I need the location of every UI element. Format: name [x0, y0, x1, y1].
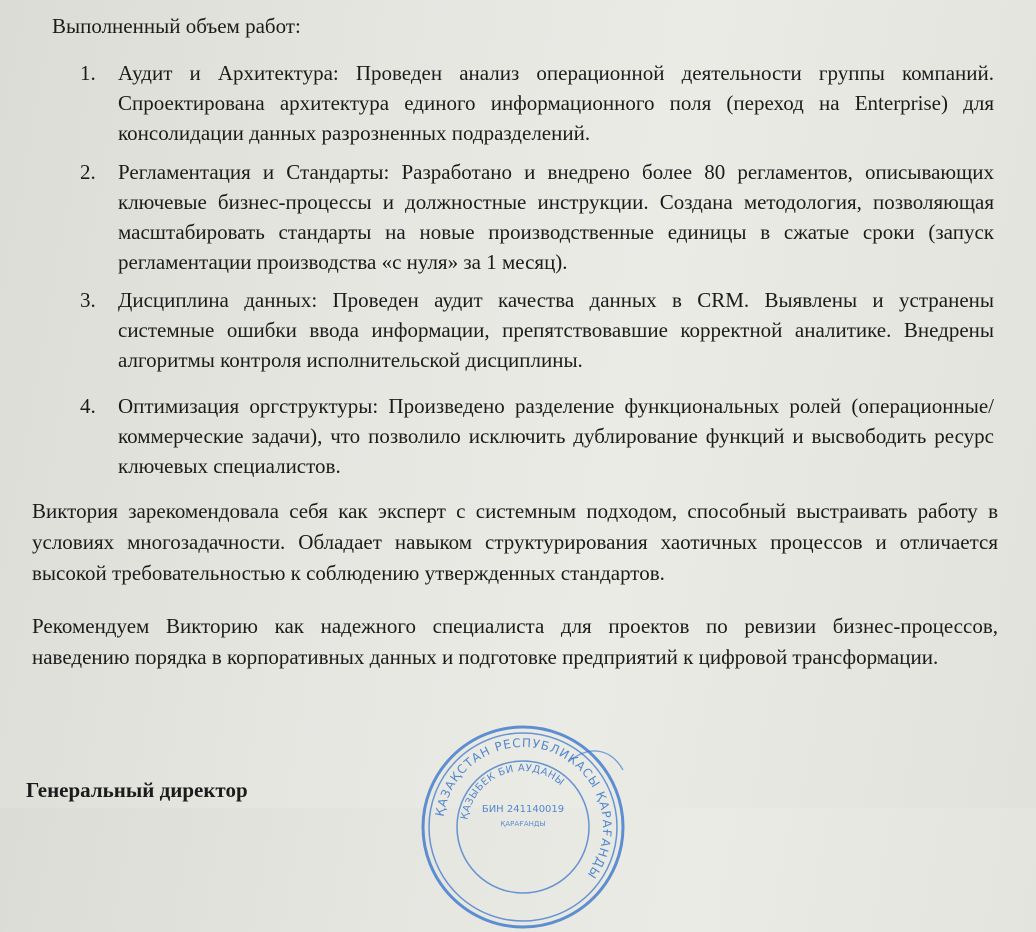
signature-title: Генеральный директор — [26, 778, 248, 802]
list-item-regulations — [80, 157, 994, 277]
stamp-ring-text: ҚАЗАҚСТАН РЕСПУБЛИКАСЫ ҚАРАҒАНДЫ — [432, 735, 615, 882]
summary-paragraph: Виктория зарекомендовала себя как эксперт с системным подходом, способный выстраивать работу в условиях многозадачности. Обладает навыком структурирования хаотичных процессов и отличается высокой требовательностью к соблюдению утвержденных стандартов. — [32, 499, 998, 585]
list-item-text: Аудит и Архитектура: Проведен анализ операционной деятельности группы компаний. Спроектирована архитектура единого информационного поля (переход на Enterprise) для консолидации данных разрозненных подразделений. — [118, 61, 994, 145]
stamp-bin-text: БИН 241140019 — [481, 804, 565, 815]
list-item-text: Дисциплина данных: Проведен аудит качества данных в CRM. Выявлены и устранены системные ошибки ввода информации, препятствовавшие корректной аналитике. Внедрены алгоритмы контроля исполнительской дисциплины. — [118, 288, 994, 372]
recommendation-paragraph: Рекомендуем Викторию как надежного специалиста для проектов по ревизии бизнес-процессов, наведению порядка в корпоративных данных и подготовке предприятий к цифровой трансформации. — [32, 614, 998, 669]
list-item-number: 4. — [80, 394, 96, 418]
list-item-text: Регламентация и Стандарты: Разработано и внедрено более 80 регламентов, описывающих ключевые бизнес-процессы и должностные инструкции. Создана методология, позволяющая масштабировать стандарты на новые производственные единицы в сжатые сроки (запуск регламентации производства «с нуля» за 1 месяц). — [118, 160, 994, 274]
list-item-audit — [80, 58, 994, 148]
section-heading: Выполненный объем работ: — [52, 14, 301, 38]
list-item-data-discipline — [80, 285, 994, 375]
stamp-inner-text: ҚАЗЫБЕК БИ АУДАНЫ — [459, 762, 567, 821]
stamp-bottom-text: ҚАРАҒАНДЫ — [500, 820, 546, 828]
list-item-org-structure — [80, 391, 994, 481]
list-item-number: 3. — [80, 288, 96, 312]
list-item-number: 1. — [80, 61, 96, 85]
official-stamp-seal — [418, 722, 628, 932]
list-item-text: Оптимизация оргструктуры: Произведено разделение функциональных ролей (операционные/коммерческие задачи), что позволило исключить дублирование функций и высвободить ресурс ключевых специалистов. — [118, 394, 994, 478]
list-item-number: 2. — [80, 160, 96, 184]
